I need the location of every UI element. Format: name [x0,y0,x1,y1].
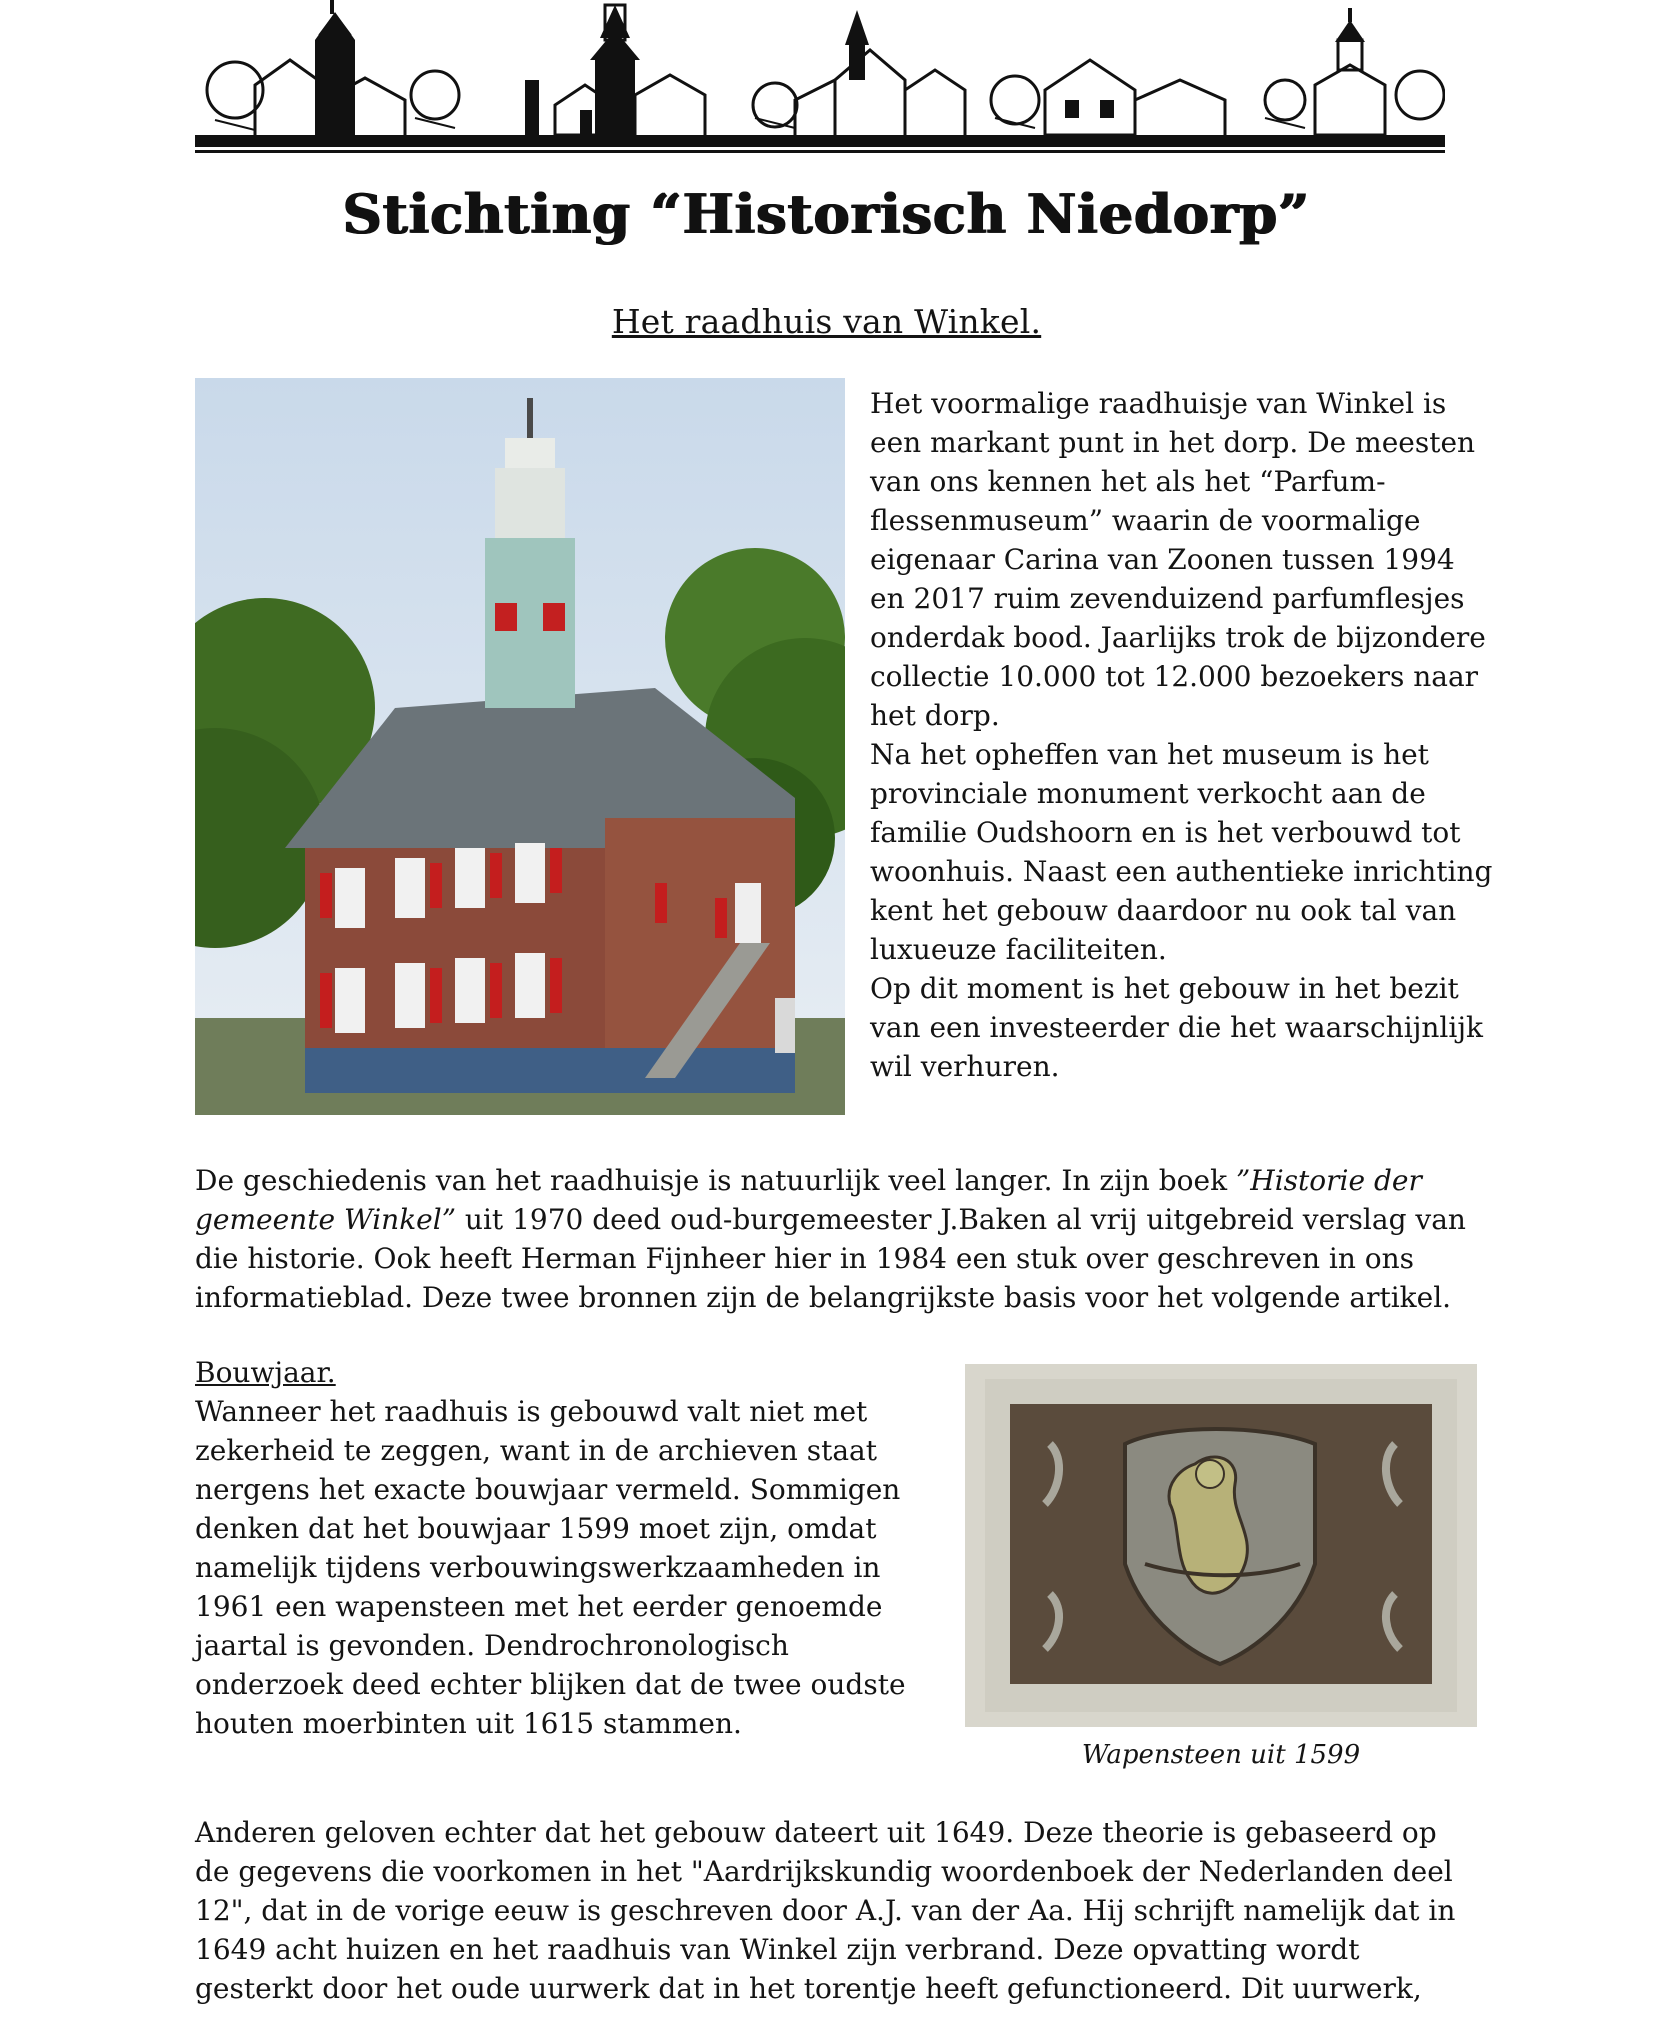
intro-line: flessenmuseum” waarin de voormalige [870,504,1421,537]
town-hall-photo [195,378,845,1115]
final-line: Anderen geloven echter dat het gebouw dateert uit 1649. Deze theorie is gebaseerd op [195,1816,1437,1849]
intro-line: collectie 10.000 tot 12.000 bezoekers naar [870,660,1479,693]
history-paragraph [195,1161,1475,1317]
book-title: ”Historie der gemeente Winkel” [195,1164,1422,1236]
final-line: de gegevens die voorkomen in het "Aardrijkskundig woordenboek der Nederlanden deel [195,1855,1453,1888]
intro-line: en 2017 ruim zevenduizend parfumflesjes [870,582,1465,615]
final-line: gesterkt door het oude uurwerk dat in het torentje heeft gefunctioneerd. Dit uurwerk, [195,1972,1422,2005]
intro-line: onderdak bood. Jaarlijks trok de bijzondere [870,621,1486,654]
intro-line: van ons kennen het als het “Parfum- [870,465,1386,498]
final-line: 1649 acht huizen en het raadhuis van Winkel zijn verbrand. Deze opvatting wordt [195,1933,1360,1966]
image-caption: Wapensteen uit 1599 [1081,1740,1361,1770]
intro-line: het dorp. [870,699,1000,732]
article-title: Het raadhuis van Winkel. [611,302,1042,341]
bouwjaar-line: 1961 een wapensteen met het eerder genoemde [195,1590,883,1623]
intro-line: familie Oudshoorn en is het verbouwd tot [870,816,1461,849]
history-text-b: uit 1970 deed oud-burgemeester J.Baken al vrij uitgebreid verslag van die historie. Ook heeft Herman Fijnheer hier in 1984 een stuk over geschreven in ons informatieblad. Deze twee bronnen zijn de belangrijkste basis voor het volgende artikel. [195,1203,1466,1314]
intro-line: Op dit moment is het gebouw in het bezit [870,972,1459,1005]
intro-line: provinciale monument verkocht aan de [870,777,1426,810]
bouwjaar-line: Wanneer het raadhuis is gebouwd valt niet met [195,1395,868,1428]
intro-line: luxueuze faciliteiten. [870,933,1167,966]
intro-line: Het voormalige raadhuisje van Winkel is [870,387,1447,420]
intro-line: een markant punt in het dorp. De meesten [870,426,1476,459]
final-paragraph [195,1813,1485,2008]
bouwjaar-line: namelijk tijdens verbouwingswerkzaamheden in [195,1551,881,1584]
bouwjaar-heading: Bouwjaar. [195,1356,336,1389]
final-line: 12", dat in de vorige eeuw is geschreven door A.J. van der Aa. Hij schrijft namelijk dat in [195,1894,1456,1927]
organization-name: Stichting “Historisch Niedorp” [342,182,1311,246]
bouwjaar-line: onderzoek deed echter blijken dat de twee oudste [195,1668,906,1701]
intro-line: van een investeerder die het waarschijnlijk [870,1011,1483,1044]
village-skyline-illustration [195,0,1445,170]
bouwjaar-line: jaartal is gevonden. Dendrochronologisch [195,1629,789,1662]
bouwjaar-section [195,1353,915,1743]
intro-line: wil verhuren. [870,1050,1060,1083]
coat-of-arms-stone-photo [965,1364,1477,1727]
history-text-a: De geschiedenis van het raadhuisje is natuurlijk veel langer. In zijn boek [195,1164,1236,1197]
intro-text-block [870,384,1510,1086]
intro-line: woonhuis. Naast een authentieke inrichting [870,855,1493,888]
intro-line: Na het opheffen van het museum is het [870,738,1429,771]
bouwjaar-line: nergens het exacte bouwjaar vermeld. Sommigen [195,1473,901,1506]
intro-line: eigenaar Carina van Zoonen tussen 1994 [870,543,1455,576]
bouwjaar-line: denken dat het bouwjaar 1599 moet zijn, omdat [195,1512,877,1545]
intro-line: kent het gebouw daardoor nu ook tal van [870,894,1457,927]
bouwjaar-line: zekerheid te zeggen, want in de archieven staat [195,1434,877,1467]
bouwjaar-line: houten moerbinten uit 1615 stammen. [195,1707,742,1740]
